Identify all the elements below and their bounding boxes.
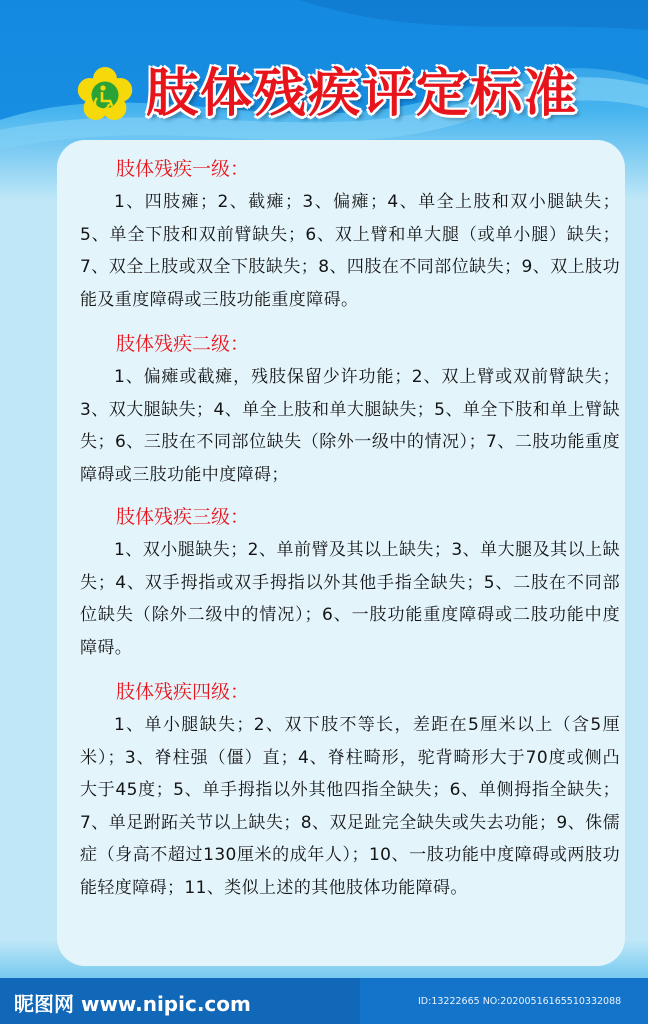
section-level-3 [80, 500, 620, 664]
section-body: 1、四肢瘫；2、截瘫；3、偏瘫；4、单全上肢和双小腿缺失；5、单全下肢和双前臂缺失；6、双上臂和单大腿（或单小腿）缺失；7、双全上肢或双全下肢缺失；8、四肢在不同部位缺失；9、双上肢功能及重度障碍或三肢功能重度障碍。 [80, 192, 620, 310]
watermark-site: 昵图网 www.nipic.com [14, 992, 251, 1016]
disability-federation-logo-icon [74, 64, 136, 126]
section-body: 1、偏瘫或截瘫，残肢保留少许功能；2、双上臂或双前臂缺失；3、双大腿缺失；4、单全上肢和单大腿缺失；5、单全下肢和单上臂缺失；6、三肢在不同部位缺失（除外一级中的情况）；7、二肢功能重度障碍或三肢功能中度障碍； [80, 367, 620, 485]
section-heading: 肢体残疾三级： [116, 506, 250, 528]
section-level-2 [80, 327, 620, 491]
section-heading: 肢体残疾二级： [116, 333, 250, 355]
section-level-4 [80, 675, 620, 904]
section-level-1 [80, 152, 620, 316]
section-body: 1、单小腿缺失；2、双下肢不等长，差距在5厘米以上（含5厘米）；3、脊柱强（僵）直；4、脊柱畸形，驼背畸形大于70度或侧凸大于45度；5、单手拇指以外其他四指全缺失；6、单侧拇指全缺失；7、单足跗跖关节以上缺失；8、双足趾完全缺失或失去功能；9、侏儒症（身高不超过130厘米的成年人）；10、一肢功能中度障碍或两肢功能轻度障碍；11、类似上述的其他肢体功能障碍。 [80, 715, 620, 898]
section-body: 1、双小腿缺失；2、单前臂及其以上缺失；3、单大腿及其以上缺失；4、双手拇指或双手拇指以外其他手指全缺失；5、二肢在不同部位缺失（除外二级中的情况）；6、一肢功能重度障碍或二肢功能中度障碍。 [80, 540, 620, 658]
section-heading: 肢体残疾一级： [116, 158, 250, 180]
section-heading: 肢体残疾四级： [116, 681, 250, 703]
watermark-id: ID:13222665 NO:20200516165510332088 [418, 996, 622, 1007]
page-title: 肢体残疾评定标准 [146, 64, 579, 124]
